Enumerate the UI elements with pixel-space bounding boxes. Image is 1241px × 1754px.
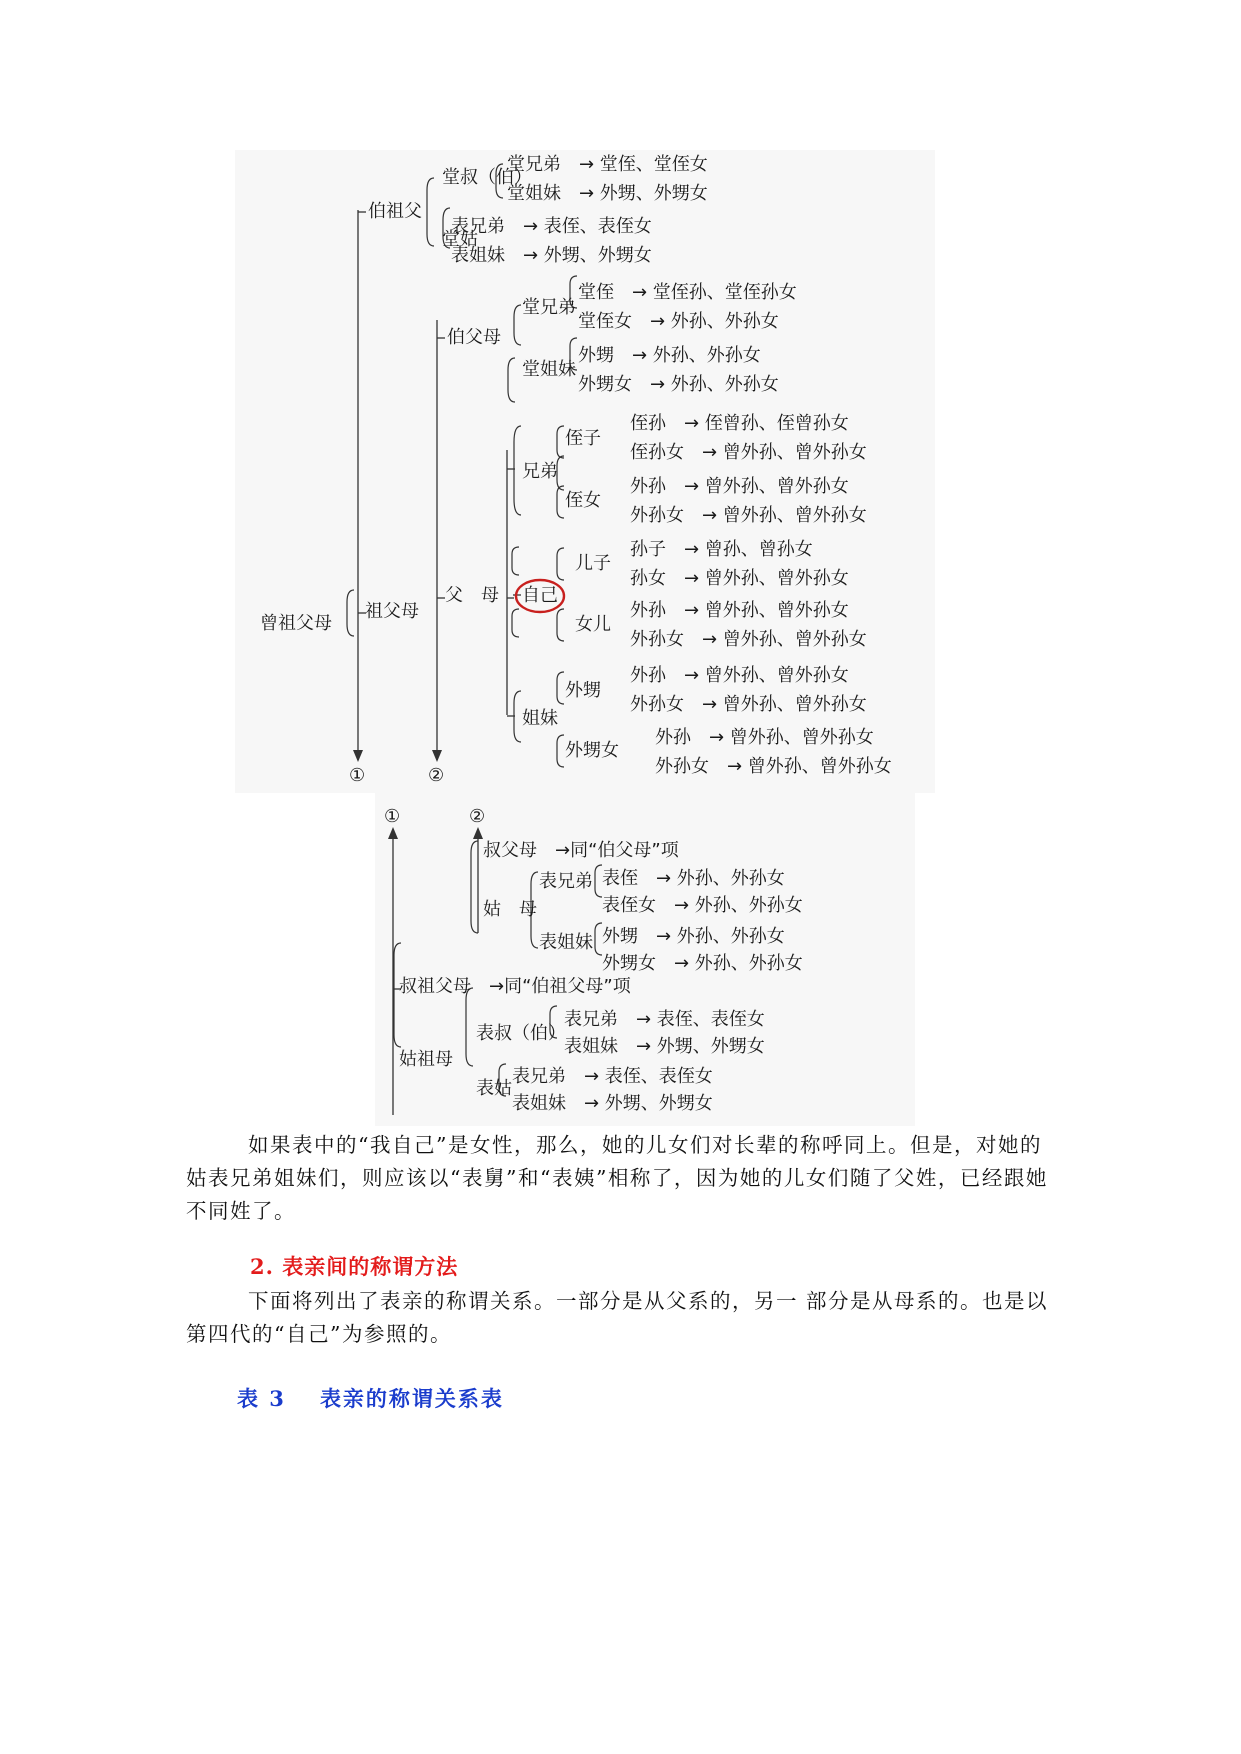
tangshu-child-2: 堂姐妹 → 外甥、外甥女 <box>507 183 708 204</box>
marker-1: ① <box>349 765 366 786</box>
tangjiemei-label: 堂姐妹 <box>522 359 576 380</box>
shufumu-label: 叔父母 →同“伯父母”项 <box>483 840 679 861</box>
marker-2: ② <box>428 765 445 786</box>
son-child-2: 孙女 → 曾外孙、曾外孙女 <box>630 568 849 589</box>
great-grandparents-label: 曾祖父母 <box>260 613 332 634</box>
marker-2: ② <box>469 806 486 827</box>
sisters-label: 姐妹 <box>522 708 558 729</box>
biaojiemei-child-2: 外甥女 → 外孙、外孙女 <box>602 953 803 974</box>
son-child-1: 孙子 → 曾孙、曾孙女 <box>630 539 813 560</box>
waisheng-child-1: 外孙 → 曾外孙、曾外孙女 <box>630 665 849 686</box>
kinship-tree-1-svg <box>235 150 935 793</box>
arrow-up-icon <box>473 827 483 839</box>
biaoxiongdi-child-1: 表侄 → 外孙、外孙女 <box>602 868 785 889</box>
bofumu-label: 伯父母 <box>447 327 501 348</box>
biaoshu-child-1: 表兄弟 → 表侄、表侄女 <box>564 1009 765 1030</box>
table-number: 表 3 <box>237 1386 286 1411</box>
biaojiemei-label: 表姐妹 <box>539 932 593 953</box>
section-heading: 2. 表亲间的称谓方法 <box>250 1254 459 1279</box>
waisheng-label: 外甥 <box>565 680 601 701</box>
paragraph-intro <box>186 1285 1056 1351</box>
self-label: 自己 <box>522 585 558 606</box>
waishengnv-child-1: 外孙 → 曾外孙、曾外孙女 <box>655 727 874 748</box>
daughter-label: 女儿 <box>575 614 611 635</box>
zhinv-child-1: 外孙 → 曾外孙、曾外孙女 <box>630 476 849 497</box>
tangxiongdi-child-2: 堂侄女 → 外孙、外孙女 <box>578 311 779 332</box>
tangjiemei-child-1: 外甥 → 外孙、外孙女 <box>578 345 761 366</box>
biaogu-child-2: 表姐妹 → 外甥、外甥女 <box>512 1093 713 1114</box>
tanggu-label: 堂姑 <box>442 229 478 250</box>
waishengnv-label: 外甥女 <box>565 740 619 761</box>
paragraph-2-text: 下面将列出了表亲的称谓关系。一部分是从父系的，另一 部分是从母系的。也是以第四代的“自己”为参照的。 <box>186 1289 1049 1346</box>
biaogu-child-1: 表兄弟 → 表侄、表侄女 <box>512 1066 713 1087</box>
arrow-down-icon <box>353 750 363 762</box>
biaoxiongdi-label: 表兄弟 <box>539 871 593 892</box>
daughter-child-2: 外孙女 → 曾外孙、曾外孙女 <box>630 629 867 650</box>
kinship-tree-2-svg <box>375 793 915 1126</box>
zhinv-child-2: 外孙女 → 曾外孙、曾外孙女 <box>630 505 867 526</box>
biaoshu-label: 表叔（伯） <box>476 1023 566 1044</box>
biaojiemei-child-1: 外甥 → 外孙、外孙女 <box>602 926 785 947</box>
tangxiongdi-child-1: 堂侄 → 堂侄孙、堂侄孙女 <box>578 282 797 303</box>
zhinv-label: 侄女 <box>565 490 601 511</box>
marker-1: ① <box>384 806 401 827</box>
table-title: 表亲的称谓关系表 <box>319 1386 504 1411</box>
tanggu-child-1: 表兄弟 → 表侄、表侄女 <box>451 216 652 237</box>
arrow-up-icon <box>388 827 398 839</box>
grandparents-label: 祖父母 <box>365 601 419 622</box>
biaoxiongdi-child-2: 表侄女 → 外孙、外孙女 <box>602 895 803 916</box>
waisheng-child-2: 外孙女 → 曾外孙、曾外孙女 <box>630 694 867 715</box>
shuzufumu-label: 叔祖父母 →同“伯祖父母”项 <box>399 976 631 997</box>
daughter-child-1: 外孙 → 曾外孙、曾外孙女 <box>630 600 849 621</box>
tangxiongdi-label: 堂兄弟 <box>522 297 576 318</box>
gumu-label: 姑 母 <box>483 899 537 920</box>
tanggu-child-2: 表姐妹 → 外甥、外甥女 <box>451 245 652 266</box>
great-uncle-label: 伯祖父 <box>368 201 422 222</box>
tangshu-label: 堂叔（伯） <box>442 167 532 188</box>
waishengnv-child-2: 外孙女 → 曾外孙、曾外孙女 <box>655 756 892 777</box>
zhizi-child-2: 侄孙女 → 曾外孙、曾外孙女 <box>630 442 867 463</box>
zhizi-label: 侄子 <box>565 428 601 449</box>
guzumu-label: 姑祖母 <box>399 1049 453 1070</box>
biaoshu-child-2: 表姐妹 → 外甥、外甥女 <box>564 1036 765 1057</box>
parents-label: 父 母 <box>445 585 499 606</box>
son-label: 儿子 <box>575 553 611 574</box>
table-caption <box>237 1383 504 1413</box>
brothers-label: 兄弟 <box>522 461 558 482</box>
paragraph-female-self <box>186 1129 1056 1228</box>
arrow-down-icon <box>432 750 442 762</box>
tangjiemei-child-2: 外甥女 → 外孙、外孙女 <box>578 374 779 395</box>
tangshu-child-1: 堂兄弟 → 堂侄、堂侄女 <box>507 154 708 175</box>
paragraph-1-text: 如果表中的“我自己”是女性，那么，她的儿女们对长辈的称呼同上。但是，对她的姑表兄弟姐妹们，则应该以“表舅”和“表姨”相称了，因为她的儿女们随了父姓，已经跟她不同姓了。 <box>186 1133 1048 1223</box>
kinship-tree-figure-2 <box>375 793 915 1126</box>
biaogu-label: 表姑 <box>476 1078 512 1099</box>
kinship-tree-figure-1 <box>235 150 935 793</box>
zhizi-child-1: 侄孙 → 侄曾孙、侄曾孙女 <box>630 413 849 434</box>
